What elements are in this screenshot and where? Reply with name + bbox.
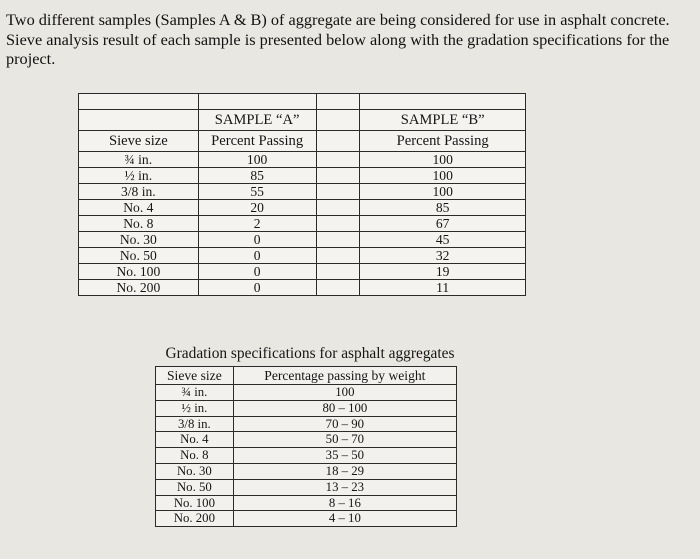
sieve-size: 3/8 in. xyxy=(79,184,199,200)
sample-a-title: SAMPLE “A” xyxy=(198,110,316,131)
passing-range: 70 – 90 xyxy=(233,416,456,432)
sample-a-value: 0 xyxy=(198,264,316,280)
gradation-spec-table xyxy=(155,366,457,527)
table-row xyxy=(156,511,457,527)
table-row xyxy=(156,495,457,511)
column-header-row xyxy=(156,367,457,385)
sieve-size: ¾ in. xyxy=(156,385,234,401)
sieve-size: No. 4 xyxy=(79,200,199,216)
sieve-analysis-table xyxy=(78,93,526,296)
table-row xyxy=(79,184,526,200)
sieve-size: ¾ in. xyxy=(79,152,199,168)
sample-a-value: 2 xyxy=(198,216,316,232)
sieve-size: No. 30 xyxy=(79,232,199,248)
sieve-size: ½ in. xyxy=(156,400,234,416)
table-spacer-row xyxy=(79,94,526,110)
passing-range: 8 – 16 xyxy=(233,495,456,511)
sample-a-percent-header: Percent Passing xyxy=(198,131,316,152)
table-row xyxy=(79,152,526,168)
sieve-size: No. 8 xyxy=(156,448,234,464)
sample-a-value: 85 xyxy=(198,168,316,184)
sample-b-value: 100 xyxy=(360,184,526,200)
sieve-size: No. 200 xyxy=(79,280,199,296)
sample-a-value: 0 xyxy=(198,280,316,296)
passing-range: 80 – 100 xyxy=(233,400,456,416)
sieve-size: No. 50 xyxy=(156,479,234,495)
column-header-row xyxy=(79,131,526,152)
sample-b-value: 45 xyxy=(360,232,526,248)
sieve-size-header: Sieve size xyxy=(79,131,199,152)
table-row xyxy=(156,385,457,401)
sample-title-row xyxy=(79,110,526,131)
table-row xyxy=(79,248,526,264)
table-row xyxy=(156,400,457,416)
sample-a-value: 0 xyxy=(198,248,316,264)
sieve-size: No. 30 xyxy=(156,463,234,479)
passing-range: 4 – 10 xyxy=(233,511,456,527)
sample-b-percent-header: Percent Passing xyxy=(360,131,526,152)
table-row xyxy=(156,416,457,432)
passing-range: 100 xyxy=(233,385,456,401)
sample-b-value: 85 xyxy=(360,200,526,216)
sample-a-value: 100 xyxy=(198,152,316,168)
passing-range: 18 – 29 xyxy=(233,463,456,479)
problem-statement: Two different samples (Samples A & B) of aggregate are being considered for use in asphalt concrete. Sieve analysis result of each sample is presented below along with the gradation specifications for the project. xyxy=(6,10,670,68)
passing-range: 35 – 50 xyxy=(233,448,456,464)
sample-b-value: 67 xyxy=(360,216,526,232)
sieve-size: ½ in. xyxy=(79,168,199,184)
table-row xyxy=(156,448,457,464)
sample-b-value: 100 xyxy=(360,168,526,184)
table-row xyxy=(79,200,526,216)
passing-range: 13 – 23 xyxy=(233,479,456,495)
sieve-size: No. 4 xyxy=(156,432,234,448)
sieve-size: No. 100 xyxy=(79,264,199,280)
sample-b-value: 19 xyxy=(360,264,526,280)
table-row xyxy=(156,463,457,479)
table-row xyxy=(79,280,526,296)
passing-range: 50 – 70 xyxy=(233,432,456,448)
gradation-title: Gradation specifications for asphalt aggregates xyxy=(165,345,455,362)
sample-b-value: 11 xyxy=(360,280,526,296)
sieve-size: No. 200 xyxy=(156,511,234,527)
sample-a-value: 0 xyxy=(198,232,316,248)
sieve-size: 3/8 in. xyxy=(156,416,234,432)
table-row xyxy=(156,432,457,448)
table-row xyxy=(79,216,526,232)
table-row xyxy=(79,168,526,184)
table-row xyxy=(156,479,457,495)
sieve-size: No. 100 xyxy=(156,495,234,511)
sieve-size-header: Sieve size xyxy=(156,367,234,385)
sample-b-title: SAMPLE “B” xyxy=(360,110,526,131)
sample-a-value: 55 xyxy=(198,184,316,200)
sieve-size: No. 50 xyxy=(79,248,199,264)
sample-b-value: 32 xyxy=(360,248,526,264)
table-row xyxy=(79,264,526,280)
sample-a-value: 20 xyxy=(198,200,316,216)
sieve-size: No. 8 xyxy=(79,216,199,232)
percentage-passing-header: Percentage passing by weight xyxy=(233,367,456,385)
table-row xyxy=(79,232,526,248)
sample-b-value: 100 xyxy=(360,152,526,168)
